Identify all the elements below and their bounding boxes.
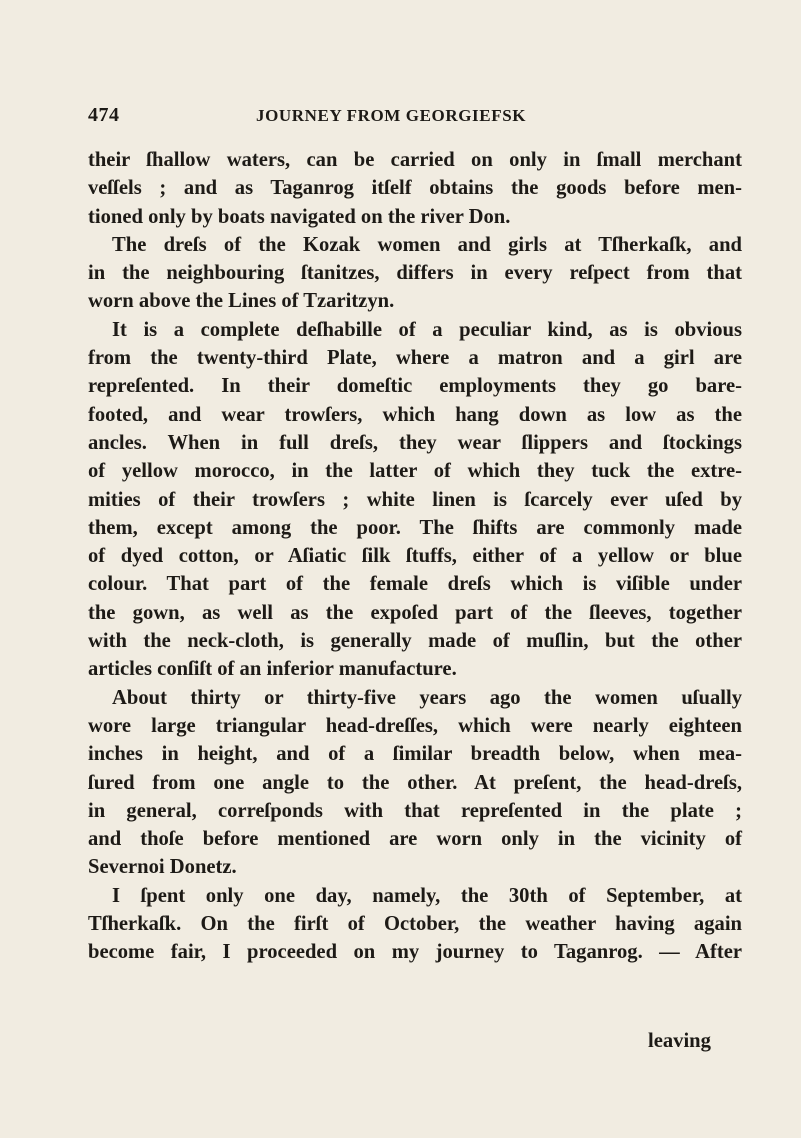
text-line: of yellow morocco, in the latter of which they tuck the extre- [88, 460, 742, 483]
text-line: the gown, as well as the expoſed part of the ſleeves, together [88, 601, 742, 624]
text-line: colour. That part of the female dreſs which is viſible under [88, 573, 742, 596]
text-line: become fair, I proceeded on my journey to Taganrog. — After [88, 941, 742, 964]
page-header [88, 104, 748, 134]
text-line: of dyed cotton, or Aſiatic ſilk ſtuffs, either of a yellow or blue [88, 545, 742, 568]
text-line: inches in height, and of a ſimilar breadth below, when mea- [88, 743, 742, 766]
text-line: Severnoi Donetz. [88, 856, 237, 879]
text-line: in the neighbouring ſtanitzes, differs in every reſpect from that [88, 262, 742, 285]
text-line: footed, and wear trowſers, which hang down as low as the [88, 403, 742, 426]
text-line: and thoſe before mentioned are worn only in the vicinity of [88, 828, 742, 851]
text-line: About thirty or thirty-five years ago the women uſually [112, 686, 742, 709]
text-line: worn above the Lines of Tzaritzyn. [88, 290, 395, 313]
text-line: I ſpent only one day, namely, the 30th of September, at [112, 884, 742, 907]
text-line: Tſherkaſk. On the firſt of October, the weather having again [88, 913, 742, 936]
text-line: articles conſiſt of an inferior manufacture. [88, 658, 457, 681]
body-text [88, 146, 742, 967]
text-line: ſured from one angle to the other. At preſent, the head-dreſs, [88, 771, 742, 794]
text-line: in general, correſponds with that repreſented in the plate ; [88, 799, 742, 822]
text-line: veſſels ; and as Taganrog itſelf obtains the goods before men- [88, 177, 742, 200]
catchword: leaving [648, 1030, 711, 1052]
text-line: from the twenty-third Plate, where a matron and a girl are [88, 347, 742, 370]
page-number: 474 [88, 104, 120, 126]
text-line: tioned only by boats navigated on the river Don. [88, 205, 511, 228]
text-line: wore large triangular head-dreſſes, which were nearly eighteen [88, 714, 742, 737]
text-line: with the neck-cloth, is generally made of muſlin, but the other [88, 630, 742, 653]
text-line: them, except among the poor. The ſhifts are commonly made [88, 516, 742, 539]
text-line: It is a complete deſhabille of a peculiar kind, as is obvious [112, 318, 742, 341]
running-head: JOURNEY FROM GEORGIEFSK [256, 106, 527, 125]
text-line: mities of their trowſers ; white linen is ſcarcely ever uſed by [88, 488, 742, 511]
text-line: their ſhallow waters, can be carried on only in ſmall merchant [88, 149, 742, 171]
text-line: The dreſs of the Kozak women and girls at Tſherkaſk, and [112, 233, 742, 256]
text-line: repreſented. In their domeſtic employments they go bare- [88, 375, 742, 398]
text-line: ancles. When in full dreſs, they wear ſlippers and ſtockings [88, 431, 742, 454]
